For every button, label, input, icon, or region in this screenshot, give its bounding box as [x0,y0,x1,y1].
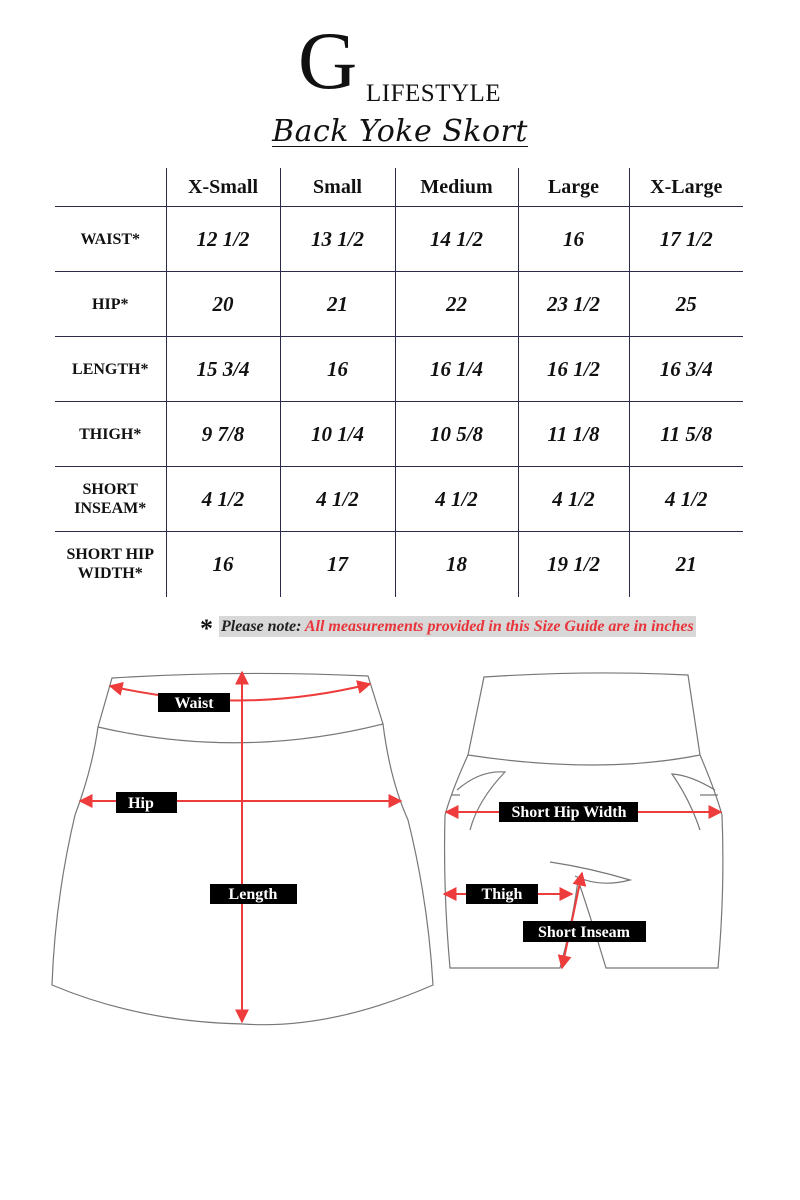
measurement-value: 16 1/4 [395,337,518,402]
measurement-value: 12 1/2 [166,207,280,272]
shorts-pocket-seam [457,772,505,830]
measurement-value: 16 [166,532,280,597]
measurement-value: 16 1/2 [518,337,629,402]
measurement-value: 16 3/4 [629,337,743,402]
measurement-value: 9 7/8 [166,402,280,467]
brand-logo-letter: G [298,15,358,106]
measurement-label-line: WAIST* [80,230,141,248]
diagram-label-thigh-text: Thigh [481,886,523,903]
measurement-value: 4 1/2 [395,467,518,532]
measurement-value: 19 1/2 [518,532,629,597]
asterisk-icon: * [200,614,213,643]
shorts-waistband [468,673,700,765]
measurement-label-line: HIP* [92,295,129,313]
diagram-label-hip-text: Hip [128,795,154,812]
measurement-value: 14 1/2 [395,207,518,272]
measurement-value: 13 1/2 [280,207,395,272]
note-units-text: All measurements provided in this Size Guide are in inches [304,618,694,635]
measurement-value: 16 [280,337,395,402]
measurement-value: 15 3/4 [166,337,280,402]
product-title-text: Back Yoke Skort [272,114,528,149]
diagram-label-length-text: Length [228,886,278,903]
measurement-value: 4 1/2 [629,467,743,532]
measurement-label-line: WIDTH* [77,565,143,583]
measurement-value: 4 1/2 [166,467,280,532]
size-column-header: Large [518,168,629,207]
shorts-gusset [550,862,630,883]
measurement-arrows [80,672,721,1022]
diagram-label-waist-text: Waist [174,695,214,712]
diagram-label-short-inseam [523,921,646,942]
diagram-label-hip [116,792,177,813]
measurement-value: 4 1/2 [280,467,395,532]
measurement-value: 20 [166,272,280,337]
note-prefix: Please note: [221,618,302,635]
measurement-value: 21 [629,532,743,597]
short-inseam-arrow [562,873,582,968]
diagram-label-waist [158,693,230,712]
measurement-value: 21 [280,272,395,337]
brand-logo-word: LIFESTYLE [366,80,502,107]
size-column-header: Medium [395,168,518,207]
measurement-value: 23 1/2 [518,272,629,337]
diagram-label-length [210,884,297,904]
measurement-value: 11 1/8 [518,402,629,467]
measurement-value: 10 1/4 [280,402,395,467]
measurement-value: 18 [395,532,518,597]
size-column-header: X-Small [166,168,280,207]
measurement-value: 22 [395,272,518,337]
size-column-header: X-Large [629,168,743,207]
measurement-value: 16 [518,207,629,272]
measurement-label-line: LENGTH* [72,360,149,378]
diagram-label-short-inseam-text: Short Inseam [537,924,631,941]
measurement-label-line: SHORT HIP [66,546,155,564]
measurement-label-line: INSEAM* [74,500,147,517]
diagram-label-short-hip-width-text: Short Hip Width [511,804,627,821]
skort-waistband-seam [98,724,383,743]
waist-arrow [110,684,370,701]
measurement-value: 17 [280,532,395,597]
measurement-label-line: THIGH* [79,425,142,443]
measurement-value: 17 1/2 [629,207,743,272]
measurement-value: 25 [629,272,743,337]
measurement-label-line: SHORT [82,481,138,498]
measurement-value: 4 1/2 [518,467,629,532]
measurement-value: 11 5/8 [629,402,743,467]
diagram-label-thigh [466,884,538,904]
shorts-pocket-seam [672,774,715,830]
diagram-label-short-hip-width [499,802,638,822]
measurement-value: 10 5/8 [395,402,518,467]
size-column-header: Small [280,168,395,207]
